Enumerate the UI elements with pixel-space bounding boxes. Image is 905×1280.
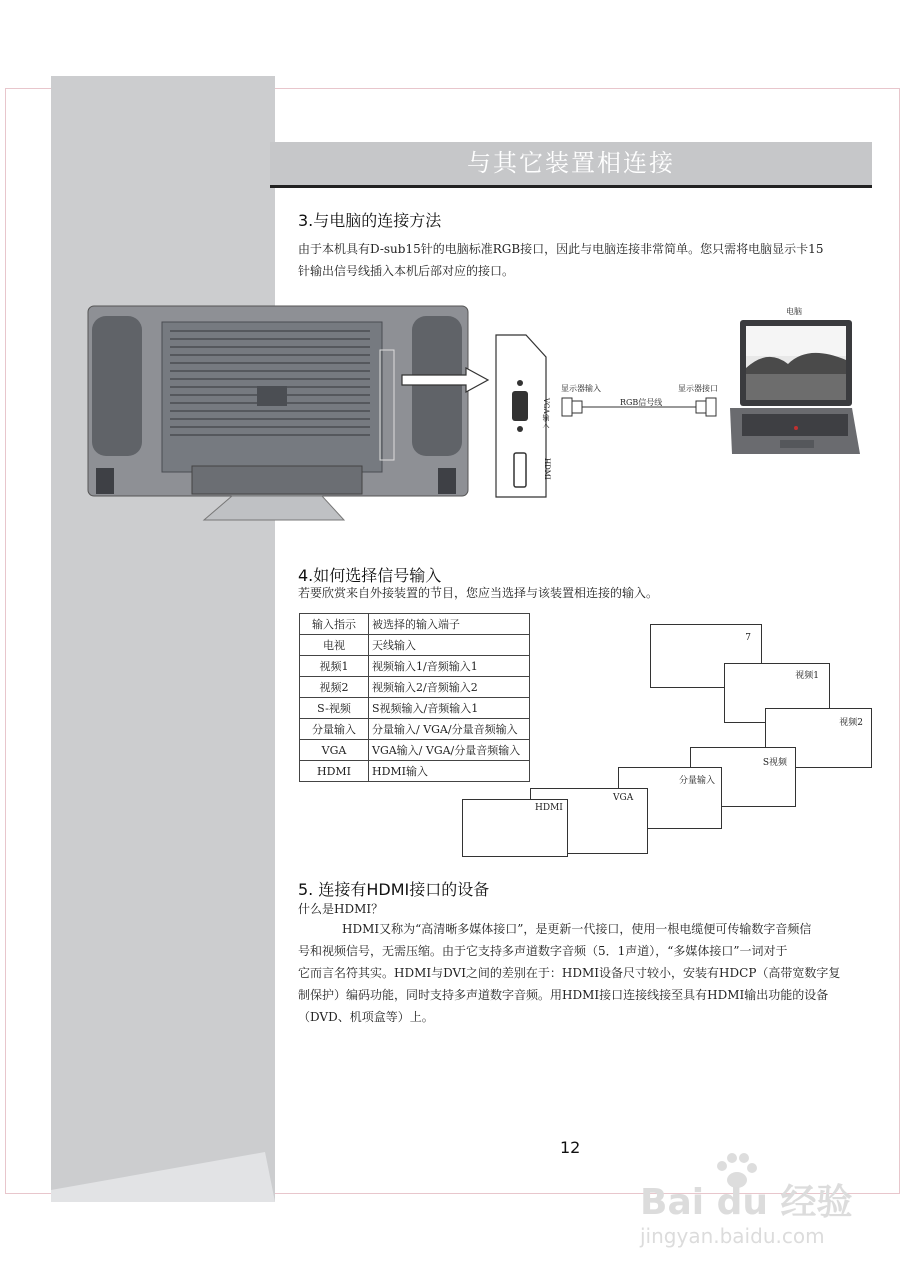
table-cell: 电视 — [300, 635, 369, 656]
screen-label: VGA — [613, 793, 634, 803]
watermark-url: jingyan.baidu.com — [640, 1224, 825, 1248]
vga-in-label: VGA输入 — [542, 398, 550, 428]
table-row — [300, 740, 530, 761]
page-number: 12 — [560, 1138, 581, 1157]
screen-label: HDMI — [535, 803, 563, 813]
cable-label: RGB信号线 — [620, 398, 663, 407]
table-cell: S视频输入/音频输入1 — [369, 698, 530, 719]
trim-line-right — [899, 88, 900, 1194]
watermark-brand: Bai du 经验 — [640, 1182, 853, 1223]
table-row — [300, 698, 530, 719]
table-cell: 视频输入1/音频输入1 — [369, 656, 530, 677]
section4-heading: 4.如何选择信号输入 — [298, 566, 442, 585]
section5-heading: 5. 连接有HDMI接口的设备 — [298, 880, 490, 899]
table-row — [300, 719, 530, 740]
table-header-cell: 被选择的输入端子 — [369, 614, 530, 635]
section5-line: 号和视频信号，无需压缩。由于它支持多声道数字音频（5．1声道），“多媒体接口”一词对于 — [298, 944, 788, 958]
table-row — [300, 761, 530, 782]
tv-rear-photo — [82, 298, 472, 528]
table-cell: 分量输入 — [300, 719, 369, 740]
table-cell: 视频2 — [300, 677, 369, 698]
table-cell: HDMI输入 — [369, 761, 530, 782]
table-cell: VGA — [300, 740, 369, 761]
screen-label: 7 — [745, 633, 751, 643]
section5-line: 它而言名符其实。HDMI与DVI之间的差别在于：HDMI设备尺寸较小，安装有HDCP（高带宽数字复 — [298, 966, 841, 980]
baidu-watermark — [640, 1150, 890, 1260]
section3-heading: 3.与电脑的连接方法 — [298, 211, 442, 230]
section3-line1: 由于本机具有D-sub15针的电脑标准RGB接口，因此与电脑连接非常简单。您只需将电脑显示卡15 — [298, 242, 824, 256]
sidebar-corner-fold — [51, 1150, 275, 1202]
screen-label: 视频1 — [795, 671, 819, 681]
screen-label: 视频2 — [839, 718, 863, 728]
table-cell: 视频1 — [300, 656, 369, 677]
table-row — [300, 677, 530, 698]
table-cell: VGA输入/ VGA/分量音频输入 — [369, 740, 530, 761]
section5-line: （DVD、机项盒等）上。 — [298, 1010, 434, 1024]
page-title: 与其它装置相连接 — [467, 149, 675, 177]
table-cell: S-视频 — [300, 698, 369, 719]
section3-line2: 针输出信号线插入本机后部对应的接口。 — [298, 264, 515, 278]
section5-line: 制保护）编码功能，同时支持多声道数字音频。用HDMI接口连接线接至具有HDMI输出功能的设备 — [298, 988, 829, 1002]
table-header-row — [300, 614, 530, 635]
section5-paragraph — [298, 918, 878, 1028]
screen-hdmi — [462, 799, 568, 857]
table-row — [300, 656, 530, 677]
section5-line: HDMI又称为“高清晰多媒体接口”，是更新一代接口，使用一根电缆便可传输数字音频信 — [342, 922, 812, 936]
input-table — [299, 613, 530, 782]
section3-paragraph — [298, 238, 878, 282]
table-cell: 视频输入2/音频输入2 — [369, 677, 530, 698]
section4-intro: 若要欣赏来自外接装置的节目，您应当选择与该装置相连接的输入。 — [298, 586, 659, 600]
hdmi-port-label: HDMI — [543, 458, 551, 480]
screen-label: 分量输入 — [678, 776, 715, 786]
trim-line-left — [5, 88, 6, 1194]
table-cell: 天线输入 — [369, 635, 530, 656]
laptop-photo — [728, 318, 862, 458]
arrow-icon — [400, 366, 492, 394]
screen-label: S视频 — [762, 758, 787, 768]
sidebar-band — [51, 76, 275, 1202]
table-header-cell: 输入指示 — [300, 614, 369, 635]
pc-label: 电脑 — [786, 307, 802, 316]
monitor-port-label: 显示器接口 — [678, 384, 718, 393]
table-cell: 分量输入/ VGA/分量音频输入 — [369, 719, 530, 740]
table-cell: HDMI — [300, 761, 369, 782]
section5-question: 什么是HDMI？ — [298, 902, 384, 916]
table-row — [300, 635, 530, 656]
monitor-input-label: 显示器输入 — [561, 384, 601, 393]
